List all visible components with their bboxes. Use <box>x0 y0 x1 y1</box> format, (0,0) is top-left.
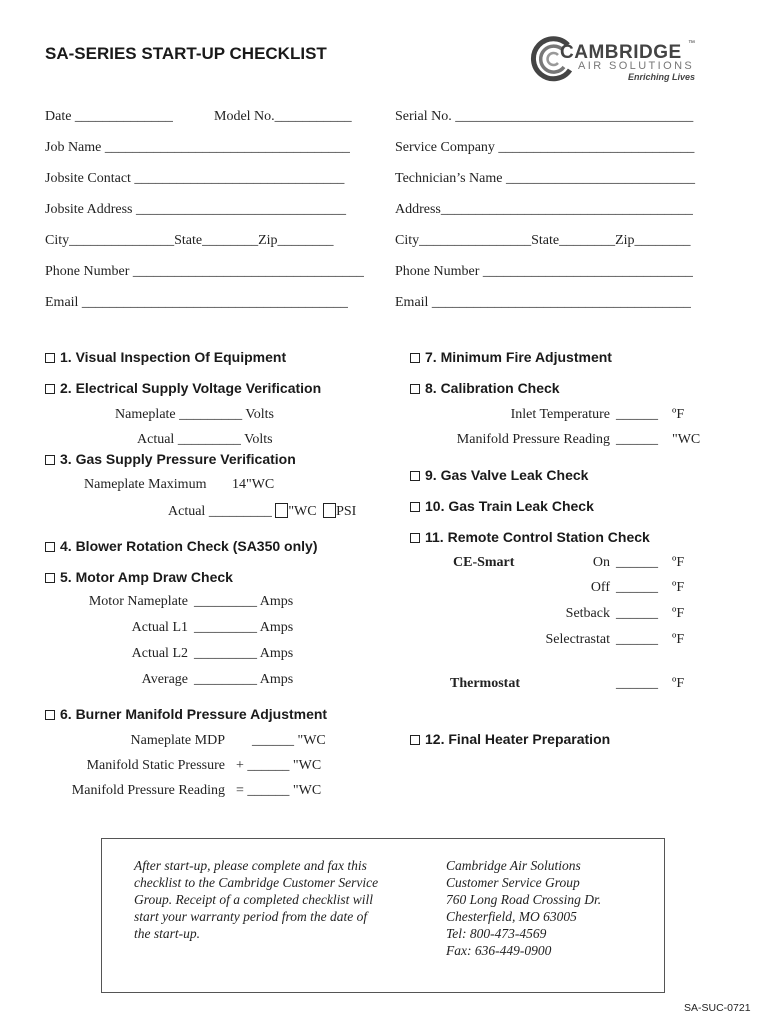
section-7-checkbox[interactable] <box>410 353 420 363</box>
section-6-checkbox[interactable] <box>45 710 55 720</box>
technician-name-field[interactable]: Technician’s Name ___________________________ <box>395 171 695 186</box>
jobsite-phone-field[interactable]: Phone Number _________________________________ <box>45 264 364 279</box>
instructions-line: the start-up. <box>134 926 200 941</box>
section-12-checkbox[interactable] <box>410 735 420 745</box>
section-8-checkbox[interactable] <box>410 384 420 394</box>
s5-actual-l2-field[interactable]: _________ Amps <box>194 646 294 661</box>
s5-average-label: Average <box>141 672 188 687</box>
s3-nameplate-maximum-label: Nameplate Maximum <box>84 477 207 492</box>
psi-checkbox[interactable] <box>323 503 336 518</box>
section-2-checkbox[interactable] <box>45 384 55 394</box>
date-field[interactable]: Date ______________ <box>45 109 173 124</box>
s8-manifold-pressure-label: Manifold Pressure Reading <box>456 432 610 447</box>
section-9-checkbox[interactable] <box>410 471 420 481</box>
s8-inlet-temperature-field[interactable]: ______ <box>616 407 658 422</box>
service-company-field[interactable]: Service Company ____________________________ <box>395 140 695 155</box>
s8-manifold-pressure-unit: "WC <box>672 432 701 447</box>
s5-actual-l2-label: Actual L2 <box>131 646 188 661</box>
service-email-field[interactable]: Email _____________________________________ <box>395 295 691 310</box>
section-10-checkbox[interactable] <box>410 502 420 512</box>
section-12-title: 12. Final Heater Preparation <box>425 731 611 747</box>
s5-actual-l1-label: Actual L1 <box>131 620 188 635</box>
s5-actual-l1-field[interactable]: _________ Amps <box>194 620 294 635</box>
jobsite-city-state-zip-field[interactable]: City_______________State________Zip________ <box>45 233 334 248</box>
section-2 <box>45 380 321 396</box>
s11-setback-unit: ºF <box>672 606 685 621</box>
s11-setback-field[interactable]: ______ <box>616 606 658 621</box>
section-9-title: 9. Gas Valve Leak Check <box>425 467 589 483</box>
section-8-title: 8. Calibration Check <box>425 380 560 396</box>
section-5-checkbox[interactable] <box>45 573 55 583</box>
section-3-checkbox[interactable] <box>45 455 55 465</box>
instructions-line: checklist to the Cambridge Customer Service <box>134 875 379 890</box>
contact-line: Tel: 800-473-4569 <box>446 926 547 941</box>
instructions-line: start your warranty period from the date of <box>134 909 368 924</box>
s8-inlet-temperature-label: Inlet Temperature <box>510 407 610 422</box>
document-code: SA-SUC-0721 <box>684 1002 751 1014</box>
serial-no-field[interactable]: Serial No. __________________________________ <box>395 109 694 124</box>
instructions-line: Group. Receipt of a completed checklist will <box>134 892 374 907</box>
service-address-field[interactable]: Address____________________________________ <box>395 202 693 217</box>
section-3-title: 3. Gas Supply Pressure Verification <box>60 451 296 467</box>
section-1-checkbox[interactable] <box>45 353 55 363</box>
contact-line: Customer Service Group <box>446 875 580 890</box>
section-9 <box>410 467 588 483</box>
s11-thermostat-unit: ºF <box>672 676 685 691</box>
service-city-state-zip-field[interactable]: City________________State________Zip________ <box>395 233 691 248</box>
s2-actual-volts-field[interactable]: Actual _________ Volts <box>137 432 273 447</box>
contact-line: Chesterfield, MO 63005 <box>446 909 577 924</box>
section-7-title: 7. Minimum Fire Adjustment <box>425 349 612 365</box>
s11-on-label: On <box>592 555 610 570</box>
page-title: SA-SERIES START-UP CHECKLIST <box>45 44 327 63</box>
s8-inlet-temperature-unit: ºF <box>672 407 685 422</box>
s6-manifold-static-label: Manifold Static Pressure <box>86 758 225 773</box>
section-10-title: 10. Gas Train Leak Check <box>425 498 594 514</box>
s11-on-unit: ºF <box>672 555 685 570</box>
s11-on-field[interactable]: ______ <box>616 555 658 570</box>
section-10 <box>410 498 594 514</box>
section-1 <box>45 349 286 365</box>
thermostat-label: Thermostat <box>450 676 520 691</box>
s3-actual-field[interactable]: Actual _________ <box>168 504 272 519</box>
s6-manifold-static-field[interactable]: + ______ "WC <box>236 758 322 773</box>
wc-checkbox[interactable] <box>275 503 288 518</box>
s2-nameplate-volts-field[interactable]: Nameplate _________ Volts <box>115 407 274 422</box>
section-8 <box>410 380 560 396</box>
s6-manifold-reading-field[interactable]: = ______ "WC <box>236 783 322 798</box>
section-4-title: 4. Blower Rotation Check (SA350 only) <box>60 538 318 554</box>
section-12 <box>410 731 610 747</box>
contact-line: Cambridge Air Solutions <box>446 858 581 873</box>
cambridge-logo <box>530 36 700 82</box>
s11-off-field[interactable]: ______ <box>616 580 658 595</box>
s3-actual-row <box>168 503 356 520</box>
section-2-title: 2. Electrical Supply Voltage Verification <box>60 380 322 396</box>
section-4-checkbox[interactable] <box>45 542 55 552</box>
s11-off-label: Off <box>590 580 610 595</box>
section-3 <box>45 451 296 467</box>
logo-tagline: Enriching Lives <box>628 72 696 82</box>
section-6-title: 6. Burner Manifold Pressure Adjustment <box>60 706 328 722</box>
s5-motor-nameplate-label: Motor Nameplate <box>88 594 188 609</box>
jobsite-contact-field[interactable]: Jobsite Contact ______________________________ <box>45 171 345 186</box>
logo-brand: CAMBRIDGE <box>560 42 682 63</box>
s11-thermostat-field[interactable]: ______ <box>616 676 658 691</box>
s5-average-field[interactable]: _________ Amps <box>194 672 294 687</box>
contact-line: Fax: 636-449-0900 <box>446 943 552 958</box>
jobsite-email-field[interactable]: Email ______________________________________ <box>45 295 348 310</box>
psi-label: PSI <box>336 504 357 519</box>
contact-address <box>446 857 601 959</box>
instructions-box <box>101 838 665 993</box>
section-11-checkbox[interactable] <box>410 533 420 543</box>
section-11-title: 11. Remote Control Station Check <box>425 529 650 545</box>
s11-setback-label: Setback <box>565 606 610 621</box>
s3-nameplate-maximum-value: 14"WC <box>232 477 275 492</box>
section-5 <box>45 569 233 585</box>
job-name-field[interactable]: Job Name ___________________________________ <box>45 140 350 155</box>
model-no-field[interactable]: Model No.___________ <box>214 109 352 124</box>
section-7 <box>410 349 612 365</box>
s6-manifold-reading-label: Manifold Pressure Reading <box>71 783 225 798</box>
logo-trademark: ™ <box>688 40 695 47</box>
s8-manifold-pressure-field[interactable]: ______ <box>616 432 658 447</box>
s11-off-unit: ºF <box>672 580 685 595</box>
jobsite-address-field[interactable]: Jobsite Address ______________________________ <box>45 202 346 217</box>
s11-selectrastat-field[interactable]: ______ <box>616 632 658 647</box>
section-4 <box>45 538 318 554</box>
section-6 <box>45 706 327 722</box>
instructions-text <box>134 857 378 942</box>
wc-label: "WC <box>288 504 317 519</box>
s5-motor-nameplate-field[interactable]: _________ Amps <box>194 594 294 609</box>
contact-line: 760 Long Road Crossing Dr. <box>446 892 602 907</box>
s6-nameplate-mdp-label: Nameplate MDP <box>130 733 225 748</box>
ce-smart-label: CE-Smart <box>453 555 515 570</box>
section-1-title: 1. Visual Inspection Of Equipment <box>60 349 287 365</box>
instructions-line: After start-up, please complete and fax this <box>134 858 367 873</box>
service-phone-field[interactable]: Phone Number ______________________________ <box>395 264 693 279</box>
section-11 <box>410 529 650 545</box>
s11-selectrastat-unit: ºF <box>672 632 685 647</box>
s6-nameplate-mdp-field[interactable]: ______ "WC <box>252 733 326 748</box>
s11-selectrastat-label: Selectrastat <box>545 632 610 647</box>
logo-sub: AIR SOLUTIONS <box>578 60 695 72</box>
section-5-title: 5. Motor Amp Draw Check <box>60 569 233 585</box>
